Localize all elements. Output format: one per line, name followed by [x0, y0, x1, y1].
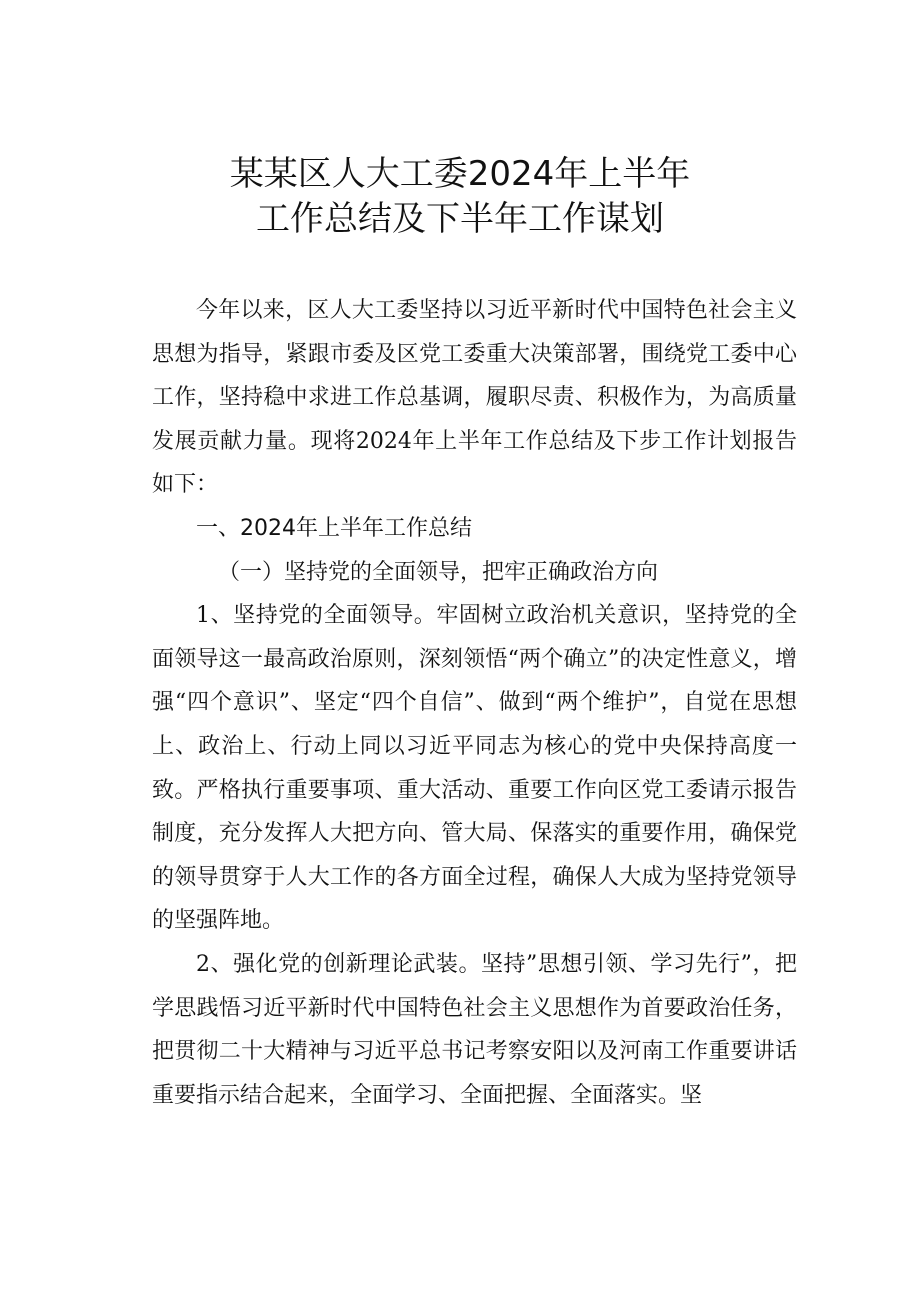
section-heading: 一、2024年上半年工作总结	[196, 515, 472, 541]
paragraph-2: 2、强化党的创新理论武装。坚持”思想引领、学习先行”，把学思践悟习近平新时代中国特色社会主义思想作为首要政治任务，把贯彻二十大精神与习近平总书记考察安阳以及河南工作重要讲话重要指示结合起来，全面学习、全面把握、全面落实。坚	[152, 951, 797, 1108]
subsection-heading: （一）坚持党的全面领导，把牢正确政治方向	[218, 559, 659, 585]
document-title-line2: 工作总结及下半年工作谋划	[256, 199, 664, 239]
intro-paragraph: 今年以来，区人大工委坚持以习近平新时代中国特色社会主义思想为指导，紧跟市委及区党工委重大决策部署，围绕党工委中心工作，坚持稳中求进工作总基调，履职尽责、积极作为，为高质量发展贡献力量。现将2024年上半年工作总结及下步工作计划报告如下：	[152, 298, 797, 498]
document-body	[152, 289, 797, 1117]
document-title-line1: 某某区人大工委2024年上半年	[229, 154, 691, 194]
paragraph-1: 1、坚持党的全面领导。牢固树立政治机关意识，坚持党的全面领导这一最高政治原则，深刻领悟“两个确立”的决定性意义，增强“四个意识”、坚定“四个自信”、做到“两个维护”，自觉在思想上、政治上、行动上同以习近平同志为核心的党中央保持高度一致。严格执行重要事项、重大活动、重要工作向区党工委请示报告制度，充分发挥人大把方向、管大局、保落实的重要作用，确保党的领导贯穿于人大工作的各方面全过程，确保人大成为坚持党领导的坚强阵地。	[152, 603, 797, 934]
